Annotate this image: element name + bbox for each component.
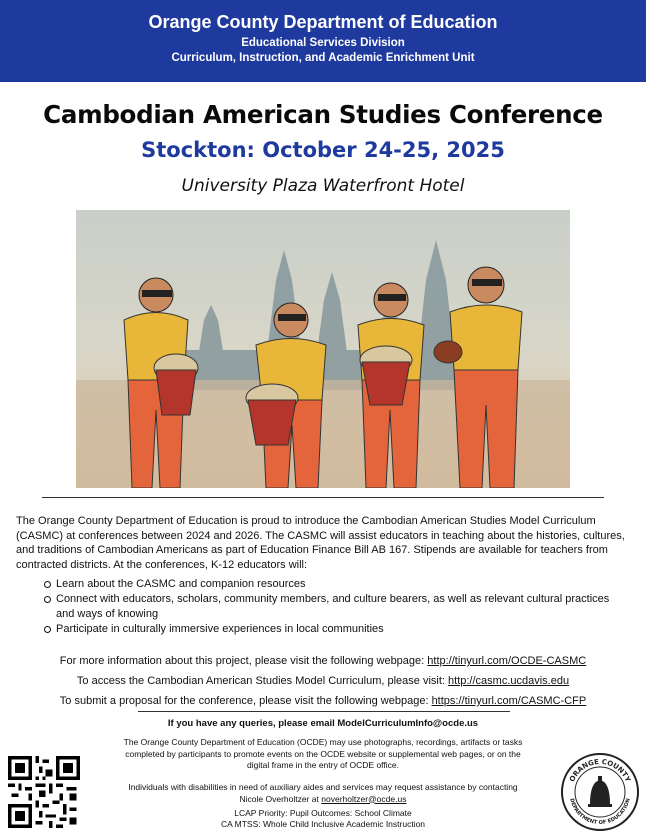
info-line: For more information about this project, please visit the following webpage: http://tinyurl.com/OCDE-CASMC: [59, 655, 587, 667]
mtss-line: CA MTSS: Whole Child Inclusive Academic Instruction: [220, 819, 426, 829]
info-link[interactable]: http://tinyurl.com/OCDE-CASMC: [427, 655, 587, 667]
event-venue: University Plaza Waterfront Hotel: [181, 176, 465, 196]
disability-email-link[interactable]: noverholtzer@ocde.us: [321, 793, 407, 804]
svg-text:DEPARTMENT OF EDUCATION: DEPARTMENT OF EDUCATION: [568, 797, 632, 827]
org-name: Orange County Department of Education: [148, 12, 498, 32]
intro-paragraph: The Orange County Department of Education is proud to introduce the Cambodian American Studies Model Curriculum (CASMC) at conferences between 2024 and 2026. The CASMC will assist educators in teaching about the histories, cultures, and traditions of Cambodian Americans as part of Education Finance Bill AB 167. Stipends are available for teachers from contracted districts. At the conferences, K-12 educators will:: [16, 515, 625, 571]
curriculum-line: To access the Cambodian American Studies Model Curriculum, please visit: http://casmc.ucdavis.edu: [76, 675, 570, 687]
qr-code[interactable]: [8, 756, 80, 828]
event-date: Stockton: October 24-25, 2025: [141, 138, 505, 162]
bullet-icon: [44, 581, 51, 588]
unit-name: Curriculum, Instruction, and Academic Enrichment Unit: [171, 52, 475, 64]
bullet-icon: [44, 626, 51, 633]
proposal-link[interactable]: https://tinyurl.com/CASMC-CFP: [431, 695, 587, 707]
event-title: Cambodian American Studies Conference: [43, 100, 603, 129]
lcap-priority: LCAP Priority: Pupil Outcomes: School Climate: [234, 808, 412, 818]
bullet-icon: [44, 596, 51, 603]
division-name: Educational Services Division: [241, 37, 405, 49]
photo-notice: The Orange County Department of Education (OCDE) may use photographs, recordings, artifacts or tasks completed by participants to promote events on the OCDE website or supplemental web pages, or on the digital frame in the entry of OCDE office.: [123, 737, 523, 770]
curriculum-link[interactable]: http://casmc.ucdavis.edu: [448, 675, 570, 687]
svg-text:ORANGE COUNTY: ORANGE COUNTY: [568, 757, 632, 784]
disability-notice: Individuals with disabilities in need of auxiliary aides and services may request assistance by contacting Nicole Overholtzer at noverholtzer@ocde.us: [128, 782, 518, 804]
header-banner: [0, 0, 646, 82]
list-item: Connect with educators, scholars, community members, and culture bearers, as well as relevant cultural practices and ways of knowing: [44, 592, 630, 622]
drummers-painting: [76, 210, 570, 488]
ocde-seal-logo: [560, 752, 640, 832]
divider: [138, 711, 510, 712]
query-contact: If you have any queries, please email ModelCurriculumInfo@ocde.us: [167, 718, 479, 729]
divider: [42, 497, 604, 498]
list-item: Participate in culturally immersive experiences in local communities: [44, 622, 630, 637]
bullet-list: [44, 577, 630, 637]
list-item: Learn about the CASMC and companion resources: [44, 577, 630, 592]
proposal-line: To submit a proposal for the conference, please visit the following webpage: https://tinyurl.com/CASMC-CFP: [59, 695, 587, 707]
